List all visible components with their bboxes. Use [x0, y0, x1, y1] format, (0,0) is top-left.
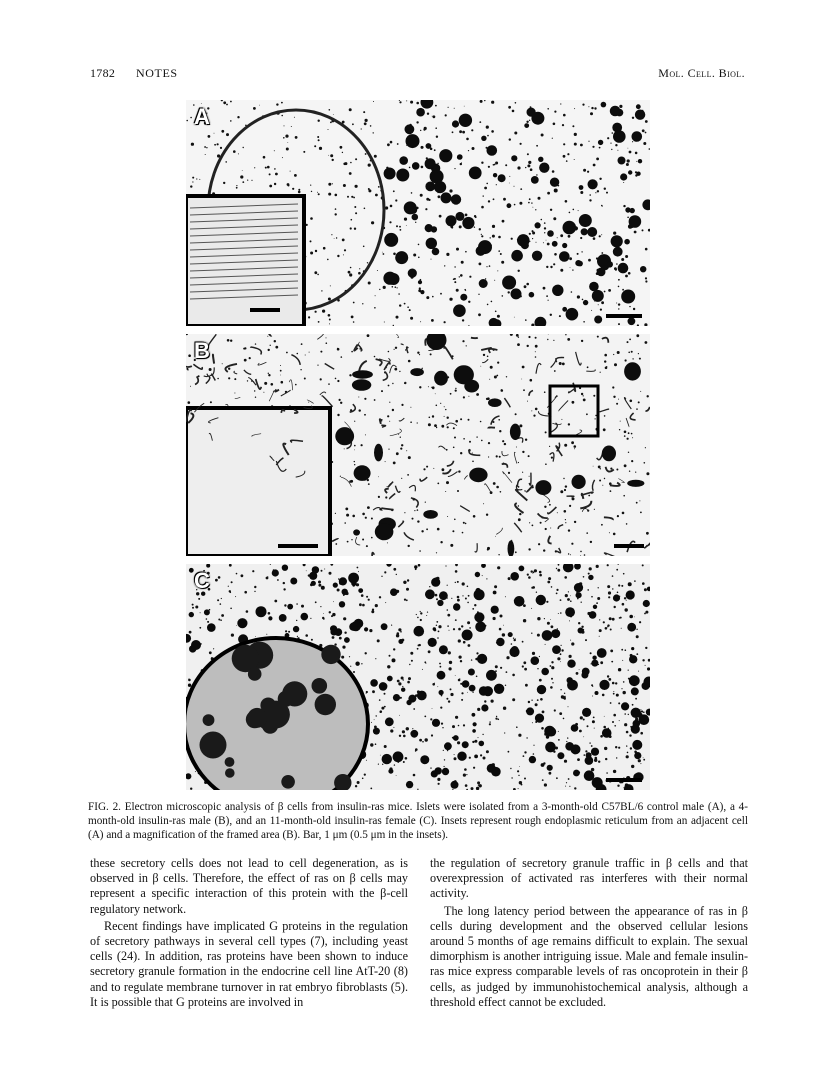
micrograph-panel-b [186, 334, 650, 556]
panel-label-a: A [194, 104, 210, 129]
micrograph-a-image [186, 100, 650, 326]
micrograph-c-image [186, 564, 650, 790]
body-column-right [430, 856, 748, 1010]
journal-name: Mol. Cell. Biol. [658, 66, 745, 80]
micrograph-panel-a [186, 100, 650, 326]
section-title: NOTES [136, 66, 178, 80]
figure-caption: FIG. 2. Electron microscopic analysis of β cells from insulin-ras mice. Islets were isolated from a 3-month-old C57BL/6 control male (A), a 4-month-old insulin-ras male (B), and an 11-month-old insulin-ras female (C). Insets represent rough endoplasmic reticulum from an adjacent cell (A) and a magnification of the framed area (B). Bar, 1 μm (0.5 μm in the insets). [88, 801, 748, 841]
running-header [90, 66, 745, 84]
paragraph: these secretory cells does not lead to cell degeneration, as is observed in β cells. Therefore, the effect of ras on β cells may represent a specific interaction of this protein with the β-cell regulatory network. [90, 856, 408, 916]
paragraph: The long latency period between the appearance of ras in β cells during development and the observed cellular lesions around 5 months of age remains difficult to explain. The sexual dimorphism is another intriguing issue. Male and female insulin-ras mice express comparable levels of ras oncoprotein in their β cells, as judged by immunohistochemical analysis, although a threshold effect cannot be excluded. [430, 903, 748, 1009]
panel-label-c: C [194, 568, 210, 593]
body-column-left [90, 856, 408, 1010]
figure-2 [186, 100, 650, 790]
paragraph: Recent findings have implicated G proteins in the regulation of secretory pathways in several cell types (7), including yeast cells (24). In addition, ras proteins have been shown to induce secretory granule formation in the endocrine cell line AtT-20 (8) and to regulate membrane turnover in rat embryo fibroblasts (5). It is possible that G proteins are involved in [90, 918, 408, 1009]
paragraph: the regulation of secretory granule traffic in β cells and that overexpression of activated ras interferes with their normal activity. [430, 856, 748, 901]
page-number: 1782 [90, 66, 116, 80]
micrograph-panel-c [186, 564, 650, 790]
panel-label-b: B [194, 338, 210, 363]
micrograph-b-image [186, 334, 650, 556]
